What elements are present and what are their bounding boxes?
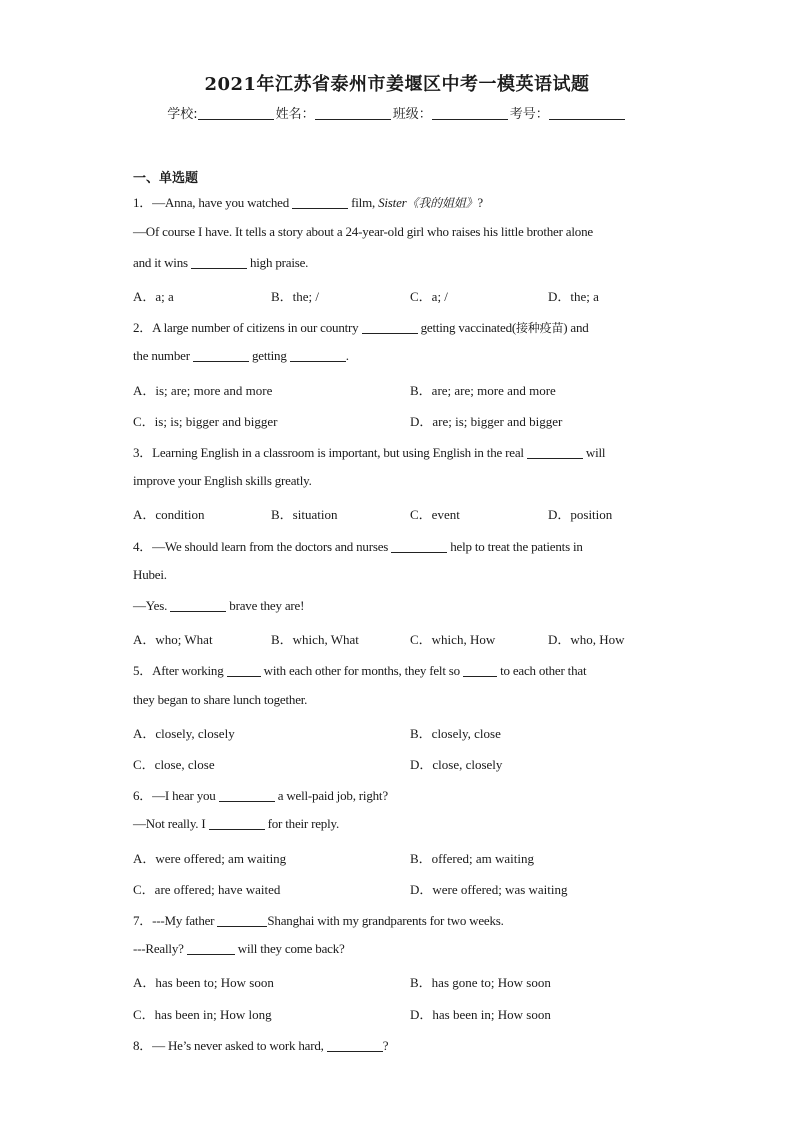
q3-option-c[interactable]: C．event [410, 507, 460, 522]
q6-number: 6． [133, 788, 153, 803]
q1-option-d[interactable]: D．the; a [548, 289, 599, 304]
q3-number: 3． [133, 445, 153, 460]
q1-text: film, [348, 195, 379, 210]
q1-number: 1． [133, 195, 153, 210]
q7-text: ---Really? [133, 941, 187, 956]
answer-blank [463, 664, 497, 677]
q7-option-d[interactable]: D．has been in; How soon [410, 1007, 551, 1022]
q7-line2 [133, 941, 345, 957]
q6-text: —Not really. I [133, 816, 209, 831]
q6-text: a well-paid job, right? [274, 788, 388, 803]
q6-line2 [133, 816, 339, 832]
q1-text: high praise. [246, 255, 309, 270]
answer-blank [191, 256, 247, 269]
q4-text: —Yes. [133, 598, 171, 613]
school-blank [198, 106, 274, 120]
q4-option-b[interactable]: B．which, What [271, 632, 359, 647]
q2-line2 [133, 348, 349, 364]
answer-blank [170, 599, 226, 612]
q2-line1 [133, 317, 589, 336]
answer-blank [209, 817, 265, 830]
answer-blank [227, 664, 261, 677]
q6-text: for their reply. [264, 816, 340, 831]
q5-number: 5． [133, 663, 153, 678]
q5-option-c[interactable]: C．close, close [133, 757, 215, 772]
q5-line1 [133, 660, 586, 679]
q6-option-b[interactable]: B．offered; am waiting [410, 851, 534, 866]
q4-text: help to treat the patients in [447, 539, 583, 554]
q7-text: ---My father [152, 913, 218, 928]
q1-option-c[interactable]: C．a; / [410, 289, 448, 304]
q4-option-a[interactable]: A．who; What [133, 632, 213, 647]
q3-text: Learning English in a classroom is important, but using English in the real [152, 445, 527, 460]
class-label: 班级： [392, 107, 432, 122]
q2-text: getting [248, 348, 290, 363]
q5-option-a[interactable]: A．closely, closely [133, 726, 235, 741]
q1-option-a[interactable]: A．a; a [133, 289, 174, 304]
q3-option-d[interactable]: D．position [548, 507, 613, 522]
class-blank [432, 106, 508, 120]
q4-line2: Hubei. [133, 567, 167, 582]
answer-blank [292, 196, 348, 209]
id-blank [549, 106, 625, 120]
q3-text: will [582, 445, 606, 460]
q5-text: After working [152, 663, 227, 678]
q1-line1 [133, 192, 483, 211]
q2-text: the number [133, 348, 193, 363]
q6-option-c[interactable]: C．are offered; have waited [133, 882, 281, 897]
q4-line1 [133, 536, 583, 555]
q2-option-b[interactable]: B．are; are; more and more [410, 383, 556, 398]
q1-text: and it wins [133, 255, 191, 270]
q4-number: 4． [133, 539, 153, 554]
q5-option-d[interactable]: D．close, closely [410, 757, 503, 772]
answer-blank [219, 789, 275, 802]
q2-cn-note: 接种疫苗 [516, 321, 564, 335]
answer-blank [187, 942, 235, 955]
page-title: 2021年江苏省泰州市姜堰区中考一模英语试题 [204, 74, 590, 95]
q3-option-b[interactable]: B．situation [271, 507, 338, 522]
q5-text: to each other that [497, 663, 587, 678]
q1-line3 [133, 255, 308, 271]
q3-option-a[interactable]: A．condition [133, 507, 205, 522]
q2-number: 2． [133, 320, 153, 335]
q2-text: A large number of citizens in our country [152, 320, 362, 335]
answer-blank [391, 540, 447, 553]
q8-text: — He’s never asked to work hard, [152, 1038, 327, 1053]
q2-text: ) and [563, 320, 589, 335]
q1-line2: —Of course I have. It tells a story about a 24-year-old girl who raises his little brother alone [133, 224, 593, 239]
answer-blank [327, 1039, 383, 1052]
q4-option-c[interactable]: C．which, How [410, 632, 496, 647]
q3-line2: improve your English skills greatly. [133, 473, 312, 488]
q2-text: getting vaccinated( [417, 320, 517, 335]
q8-line1 [133, 1035, 388, 1054]
id-label: 考号： [509, 107, 549, 122]
q6-text: —I hear you [152, 788, 219, 803]
q7-text: will they come back? [234, 941, 345, 956]
q7-text: Shanghai with my grandparents for two weeks. [267, 913, 504, 928]
q5-option-b[interactable]: B．closely, close [410, 726, 501, 741]
q1-text: —Anna, have you watched [152, 195, 293, 210]
answer-blank [193, 349, 249, 362]
q8-number: 8． [133, 1038, 153, 1053]
answer-blank [290, 349, 346, 362]
q5-line2: they began to share lunch together. [133, 692, 308, 707]
q1-text: ? [477, 195, 483, 210]
q7-option-a[interactable]: A．has been to; How soon [133, 975, 274, 990]
school-label: 学校: [167, 107, 198, 122]
q7-option-c[interactable]: C．has been in; How long [133, 1007, 272, 1022]
q5-text: with each other for months, they felt so [260, 663, 464, 678]
student-info-line [0, 103, 794, 122]
q7-line1 [133, 910, 504, 929]
q1-option-b[interactable]: B．the; / [271, 289, 320, 304]
answer-blank [217, 914, 267, 927]
q4-text: brave they are! [226, 598, 305, 613]
q4-text: —We should learn from the doctors and nurses [152, 539, 392, 554]
section-title: 一、单选题 [133, 171, 199, 186]
q2-option-d[interactable]: D．are; is; bigger and bigger [410, 414, 563, 429]
q3-line1 [133, 442, 605, 461]
q6-line1 [133, 785, 388, 804]
film-title-cn: 《我的姐姐》 [406, 196, 478, 210]
film-title: Sister [378, 195, 407, 210]
q6-option-d[interactable]: D．were offered; was waiting [410, 882, 568, 897]
q7-number: 7． [133, 913, 153, 928]
answer-blank [362, 321, 418, 334]
q6-option-a[interactable]: A．were offered; am waiting [133, 851, 287, 866]
q4-line3 [133, 598, 304, 614]
q7-option-b[interactable]: B．has gone to; How soon [410, 975, 551, 990]
name-label: 姓名： [275, 107, 315, 122]
q2-option-c[interactable]: C．is; is; bigger and bigger [133, 414, 278, 429]
name-blank [315, 106, 391, 120]
answer-blank [527, 446, 583, 459]
q2-text: . [345, 348, 349, 363]
q2-option-a[interactable]: A．is; are; more and more [133, 383, 273, 398]
q4-option-d[interactable]: D．who, How [548, 632, 625, 647]
q8-text: ? [382, 1038, 389, 1053]
